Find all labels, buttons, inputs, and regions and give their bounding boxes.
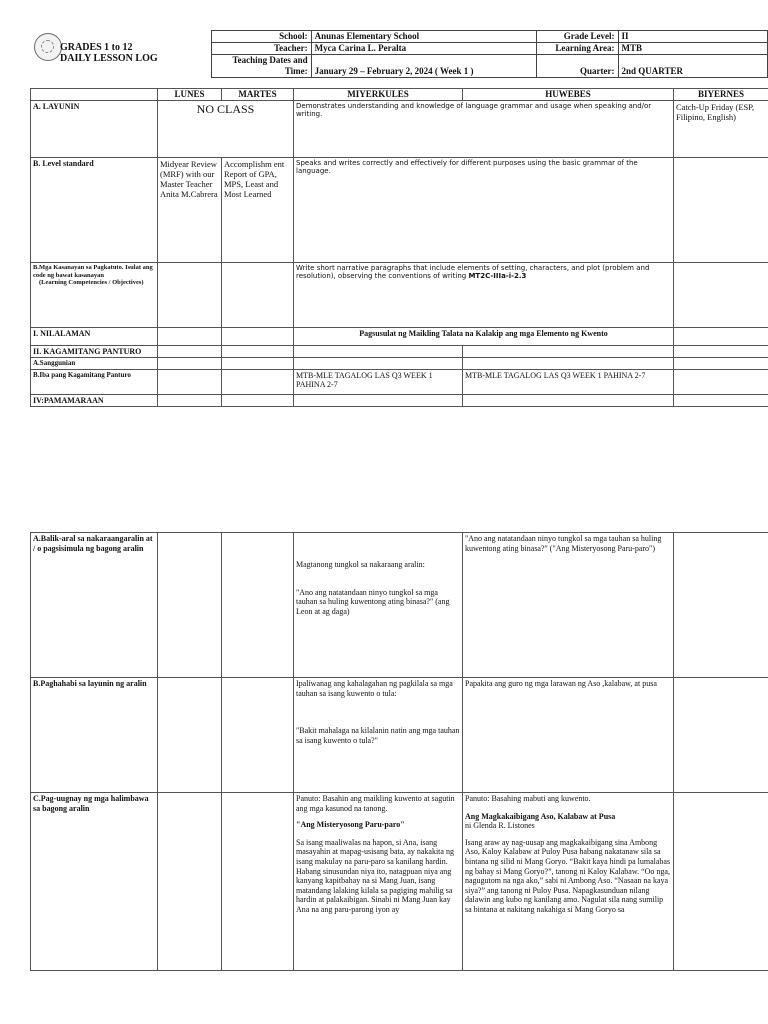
dates-label-line-1: Teaching Dates and [232,55,308,65]
competency-lunes-cell [158,262,222,327]
nilalaman-label: I. NILALAMAN [31,327,158,345]
nilalaman-text: Pagsusulat ng Maikling Talata na Kalakip ang mga Elemento ng Kwento [294,327,674,345]
empty-cell [294,345,463,358]
empty-cell [158,533,222,678]
kagamitang-label: II. KAGAMITANG PANTURO [31,345,158,358]
empty-cell [222,369,294,394]
info-table [211,30,768,78]
huw-story-text: Isang araw ay nag-uusap ang magkakaibigang sina Ambong Aso, Kaloy Kalabaw at Puloy Pusa habang nakatanaw sila sa bintana ng silid ni Mang Goryo. “Bakit kaya hindi pa lumalabas ng bahay si Mang Goryo?”, tanong ni Kaloy Kalabaw. “Oo nga, nagugutom na nga ako,” sabi ni Ambong Aso. “Nasaan na kaya siya?” ang tanong ni Puloy Pusa. Napagkasunduan nilang dalawin ang kubo ng kanilang amo. Nagulat sila nang sumilip sa bintana at nakitang nakahiga si Mang Goryo sa [465,837,671,914]
teacher-label: Teacher: [212,43,312,55]
empty-cell [294,394,463,407]
huw-story-title: Ang Magkakaibigang Aso, Kalabaw at Pusa [465,811,616,821]
empty-cell [158,793,222,971]
paghahabi-huwebes: Papakita ang guro ng mga larawan ng Aso ,kalabaw, at pusa [463,678,674,793]
pamamaraan-label: IV:PAMAMARAAN [31,394,158,407]
empty-cell [222,793,294,971]
empty-cell [463,358,674,369]
competency-code: MT2C-IIIa-i-2.3 [468,272,527,281]
empty-cell [674,358,768,369]
empty-cell [222,678,294,793]
grade-value: II [618,31,768,43]
competency-martes-cell [222,262,294,327]
competency-text [294,262,674,327]
paghahabi-label: B.Paghahabi sa layunin ng aralin [31,678,158,793]
grade-label: Grade Level: [536,31,618,43]
sanggunian-label: A.Sanggunian [31,358,158,369]
day-header-miyerkules: MIYERKULES [294,89,463,101]
day-header-lunes: LUNES [158,89,222,101]
school-value: Anunas Elementary School [311,31,536,43]
empty-cell [294,358,463,369]
balik-aral-miyerkules [294,533,463,678]
empty-cell [674,678,768,793]
balik-aral-label: A.Balik-aral sa nakaraangaralin at / o pagsisimula ng bagong aralin [31,533,158,678]
lesson-table-top [30,88,768,407]
day-header-martes: MARTES [222,89,294,101]
empty-cell [158,678,222,793]
title-line-1: GRADES 1 to 12 [60,42,133,53]
dates-label [212,55,312,78]
lunes-review-note: Midyear Review (MRF) with our Master Teacher Anita M.Cabrera [158,157,222,262]
iba-miyerkules: MTB-MLE TAGALOG LAS Q3 WEEK 1 PAHINA 2-7 [294,369,463,394]
empty-cell [158,394,222,407]
quarter-value: 2nd QUARTER [618,55,768,78]
empty-cell [222,358,294,369]
empty-cell [674,793,768,971]
corner-cell [31,89,158,101]
empty-cell [674,369,768,394]
balik-aral-huwebes: "Ano ang natatandaan ninyo tungkol sa mga tauhan sa huling kuwentong ating binasa?" ("Ang Misteryosong Paru-paro") [463,533,674,678]
competency-label [31,262,158,327]
iba-huwebes: MTB-MLE TAGALOG LAS Q3 WEEK 1 PAHINA 2-7 [463,369,674,394]
day-header-biyernes: BIYERNES [674,89,768,101]
empty-cell [222,533,294,678]
miy-story-text: Sa isang maaliwalas na hapon, si Ana, isang masayahin at mapag-usisang bata, ay nakakita ng isang makulay na paru-paro sa kanilang hardin. Habang sinusundan niya ito, natagpuan niya ang kanyang kapitbahay na si Mang Juan, isang matandang lalaking kilala sa pagiging mahilig sa hardin at palakaibigan. Sinabi ni Mang Juan kay Ana na ang paru-parong iyon ay [296,837,454,914]
level-standard-text: Speaks and writes correctly and effectively for different purposes using the basic grammar of the language. [294,157,674,262]
title-line-2: DAILY LESSON LOG [60,53,158,64]
dates-value: January 29 – February 2, 2024 ( Week 1 ) [311,55,536,78]
empty-cell [158,345,222,358]
dates-label-line-2: Time: [284,66,308,76]
paghahabi-question: "Bakit mahalaga na kilalanin natin ang mga tauhan sa isang kuwento o tula?" [296,726,460,745]
paghahabi-explain: Ipaliwanag ang kahalagahan ng pagkilala sa mga tauhan sa isang kuwento o tula: [296,679,453,698]
empty-cell [158,358,222,369]
nilalaman-martes-cell [222,327,294,345]
balik-aral-prompt: Magtanong tungkol sa nakaraang aralin: [296,560,425,569]
empty-cell [674,345,768,358]
empty-cell [674,533,768,678]
catch-up-friday: Catch-Up Friday (ESP, Filipino, English) [674,100,768,157]
quarter-label: Quarter: [536,55,618,78]
pag-uugnay-miyerkules [294,793,463,971]
school-label: School: [212,31,312,43]
huw-story-instruction: Panuto: Basahing mabuti ang kuwento. [465,794,591,803]
competency-label-main: B.Mga Kasanayan sa Pagkatuto. Isulat ang code ng bawat kasanayan [33,263,153,279]
huw-story-author: ni Glenda R. Listones [465,821,535,831]
layunin-label: A. LAYUNIN [31,100,158,157]
empty-cell [463,345,674,358]
day-header-huwebes: HUWEBES [463,89,674,101]
deped-seal-icon [34,33,62,61]
iba-pang-kagamitan-label: B.Iba pang Kagamitang Panturo [31,369,158,394]
no-class-note: NO CLASS [158,100,294,157]
competency-biyernes-cell [674,262,768,327]
pag-uugnay-label: C.Pag-uugnay ng mga halimbawa sa bagong aralin [31,793,158,971]
miy-story-instruction: Panuto: Basahin ang maikling kuwento at sagutin ang mga kasunod na tanong. [296,794,455,813]
area-label: Learning Area: [536,43,618,55]
level-biyernes-cell [674,157,768,262]
balik-aral-question: "Ano ang natatandaan ninyo tungkol sa mga tauhan sa huling kuwentong ating binasa?" (ang Leon at ag daga) [296,587,450,616]
level-standard-label: B. Level standard [31,157,158,262]
empty-cell [158,369,222,394]
lesson-table-procedure [30,532,768,971]
empty-cell [222,345,294,358]
area-value: MTB [618,43,768,55]
empty-cell [674,394,768,407]
nilalaman-lunes-cell [158,327,222,345]
pag-uugnay-huwebes [463,793,674,971]
martes-report-note: Accomplishm ent Report of GPA, MPS, Least and Most Learned [222,157,294,262]
layunin-text: Demonstrates understanding and knowledge of language grammar and usage when speaking and/or writing. [294,100,674,157]
paghahabi-miyerkules [294,678,463,793]
teacher-value: Myca Carina L. Peralta [311,43,536,55]
empty-cell [222,394,294,407]
empty-cell [463,394,674,407]
miy-story-title: "Ang Misteryosong Paru-paro" [296,820,405,830]
nilalaman-biyernes-cell [674,327,768,345]
competency-description: Write short narrative paragraphs that include elements of setting, characters, and plot (problem and resolution), observing the conventions of writing [296,263,650,281]
competency-label-sub: (Learning Competencies / Objectives) [39,279,144,287]
